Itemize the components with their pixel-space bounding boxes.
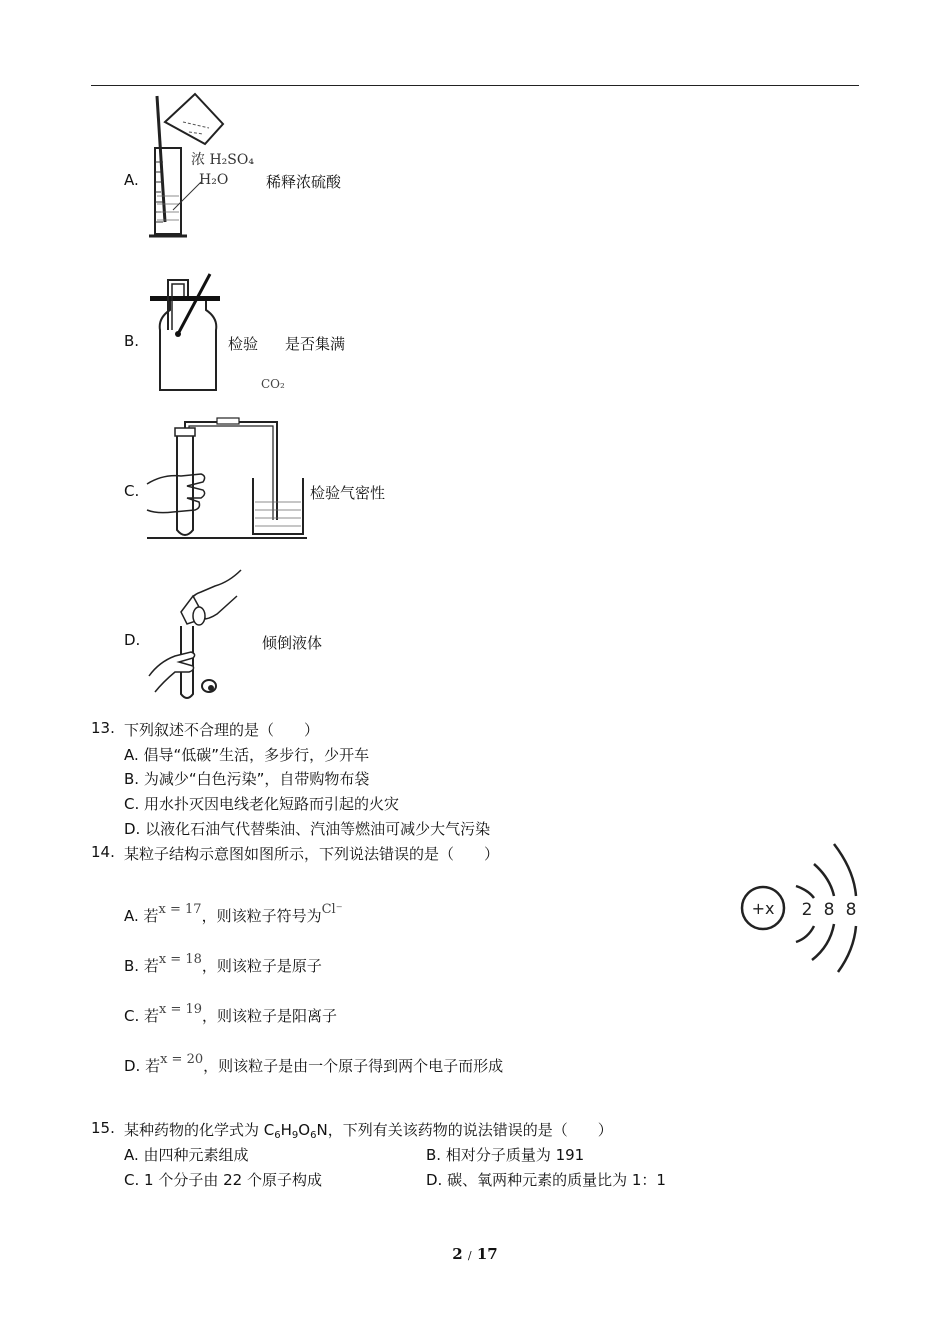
page-number <box>0 1245 950 1263</box>
q14-option-d-formula: x = 20 <box>160 1052 204 1067</box>
q13-number: 13. <box>91 719 115 737</box>
option-a-text: 稀释浓硫酸 <box>266 173 342 191</box>
current-page: 2 <box>452 1245 463 1263</box>
page-separator: / <box>467 1249 472 1262</box>
shell-1-count: 2 <box>801 900 813 920</box>
option-b-letter: B. <box>124 332 140 350</box>
q15-formula-n: N <box>316 1121 328 1139</box>
q13-option-a: A. 倡导“低碳”生活，多步行，少开车 <box>124 746 370 764</box>
atom-structure-diagram <box>736 838 862 976</box>
q14-stem: 某粒子结构示意图如图所示，下列说法错误的是（ ） <box>124 845 500 863</box>
q14-option-a <box>124 902 343 926</box>
option-b-text-suffix: 是否集满 <box>285 335 346 353</box>
water-label: H₂O <box>199 172 229 188</box>
q15-option-d: D. 碳、氧两种元素的质量比为 1：1 <box>426 1171 666 1189</box>
q15-option-c: C. 1 个分子由 22 个原子构成 <box>124 1171 322 1189</box>
q14-option-d-suffix: ，则该粒子是由一个原子得到两个电子而形成 <box>203 1057 504 1075</box>
q14-option-a-formula: x = 17 <box>158 902 202 917</box>
q14-option-c-suffix: ，则该粒子是阳离子 <box>202 1007 338 1025</box>
q15-option-a: A. 由四种元素组成 <box>124 1146 249 1164</box>
shell-2-count: 8 <box>823 900 835 920</box>
q15-option-b: B. 相对分子质量为 191 <box>426 1146 585 1164</box>
header-rule <box>91 85 859 86</box>
dilute-acid-figure <box>143 92 265 242</box>
q14-option-b <box>124 952 322 976</box>
q13-option-b: B. 为减少“白色污染”，自带购物布袋 <box>124 770 370 788</box>
option-c-text: 检验气密性 <box>310 484 386 502</box>
q15-stem-suffix: ，下列有关该药物的说法错误的是（ ） <box>327 1121 613 1139</box>
conc-h2so4-label: 浓 H₂SO₄ <box>191 152 254 168</box>
q15-formula-h-count: 9 <box>291 1130 299 1141</box>
option-c-letter: C. <box>124 482 140 500</box>
q14-option-d-prefix: D. 若 <box>124 1057 161 1075</box>
total-pages: 17 <box>476 1245 498 1263</box>
shell-3-count: 8 <box>845 900 857 920</box>
gas-jar-figure <box>148 270 228 396</box>
q15-formula-o: O <box>298 1121 311 1139</box>
option-d-text: 倾倒液体 <box>262 634 323 652</box>
q15-formula-c-count: 6 <box>274 1130 281 1141</box>
q14-option-a-prefix: A. 若 <box>124 907 159 925</box>
pour-liquid-figure <box>145 566 247 706</box>
nucleus-label: +x <box>751 899 775 918</box>
q14-option-b-prefix: B. 若 <box>124 957 159 975</box>
q14-option-c-prefix: C. 若 <box>124 1007 160 1025</box>
q14-option-b-formula: x = 18 <box>158 952 202 967</box>
q15-formula-h: H <box>280 1121 292 1139</box>
q14-option-a-suffix: ，则该粒子符号为 <box>201 907 322 925</box>
q14-option-a-ion: Cl⁻ <box>321 902 343 917</box>
q14-option-c <box>124 1002 338 1026</box>
option-d-letter: D. <box>124 631 141 649</box>
q14-option-c-formula: x = 19 <box>159 1002 203 1017</box>
q13-stem: 下列叙述不合理的是（ ） <box>124 721 320 739</box>
q13-option-c: C. 用水扑灭因电线老化短路而引起的火灾 <box>124 795 400 813</box>
q14-number: 14. <box>91 843 115 861</box>
q14-option-b-suffix: ，则该粒子是原子 <box>201 957 322 975</box>
q14-option-d <box>124 1052 504 1076</box>
q15-number: 15. <box>91 1119 115 1137</box>
airtightness-figure <box>143 414 309 542</box>
q15-formula-o-count: 6 <box>310 1130 317 1141</box>
q15-stem-prefix: 某种药物的化学式为 C <box>124 1121 275 1139</box>
q15-stem <box>124 1119 613 1141</box>
co2-label: CO₂ <box>261 377 285 391</box>
option-b-text-prefix: 检验 <box>228 335 259 353</box>
q13-option-d: D. 以液化石油气代替柴油、汽油等燃油可减少大气污染 <box>124 820 491 838</box>
option-a-letter: A. <box>124 171 139 189</box>
